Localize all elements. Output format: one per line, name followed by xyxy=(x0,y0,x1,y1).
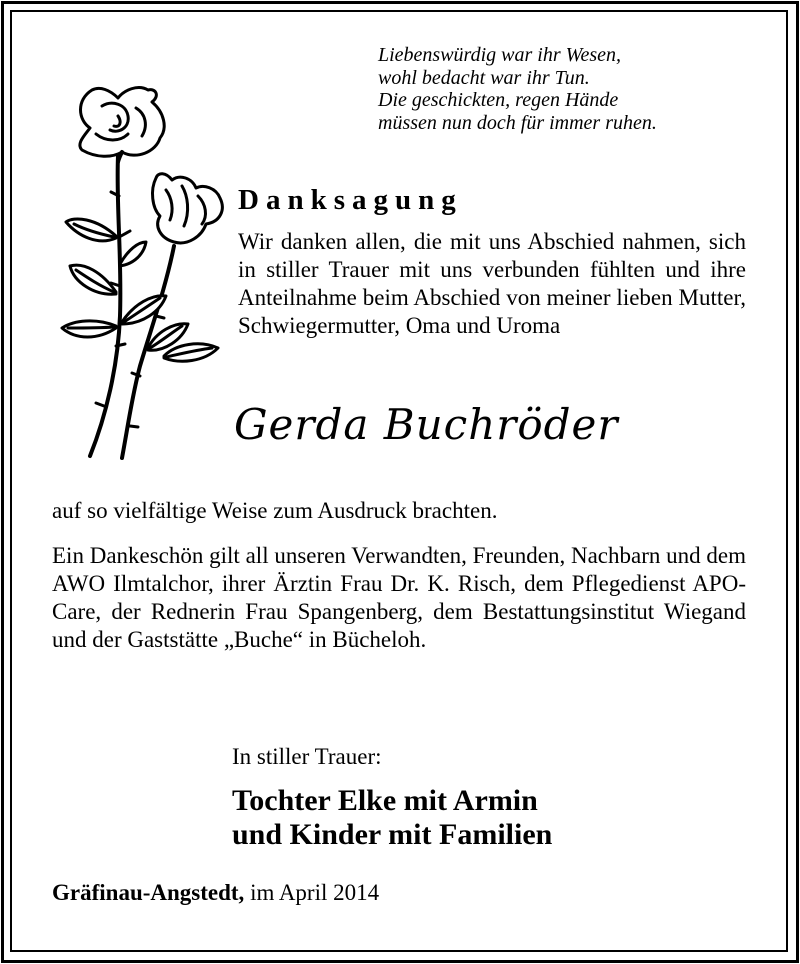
notice-intro-text: Wir danken allen, die mit uns Abschied nahmen, sich in stiller Trauer mit uns verbunden fühlten und ihre Anteilnahme beim Abschied von meiner lieben Mutter, Schwiegermutter, Oma und Uroma xyxy=(238,229,746,338)
poem-line: Liebenswürdig war ihr Wesen, xyxy=(378,44,621,66)
date-text: im April 2014 xyxy=(244,880,380,905)
mourners-label: In stiller Trauer: xyxy=(232,744,382,769)
poem-line: wohl bedacht war ihr Tun. xyxy=(378,66,590,89)
poem-line: Die geschickten, regen Hände xyxy=(378,89,619,111)
poem-verse xyxy=(378,44,758,134)
thanks-paragraph: Ein Dankeschön gilt all unseren Verwandten, Freunden, Nachbarn und dem AWO Ilmtalchor, ihrer Ärztin Frau Dr. K. Risch, dem Pflegedienst APO-Care, der Rednerin Frau Spangenberg, dem Bestattungsinstitut Wiegand und der Gaststätte „Buche“ in Bücheloh. xyxy=(52,543,746,652)
mourners-line: Tochter Elke mit Armin xyxy=(232,784,538,817)
mourners-names xyxy=(232,784,552,852)
rose-illustration-icon xyxy=(56,86,228,462)
poem-line: müssen nun doch für immer ruhen. xyxy=(378,111,657,134)
place-name: Gräfinau-Angstedt, xyxy=(52,880,245,905)
mourners-line: und Kinder mit Familien xyxy=(232,818,553,851)
notice-continuation-text: auf so vielfältige Weise zum Ausdruck brachten. xyxy=(52,498,498,523)
place-date-line xyxy=(52,880,379,906)
deceased-name: Gerda Buchröder xyxy=(234,400,619,449)
notice-title: Danksagung xyxy=(238,184,463,216)
